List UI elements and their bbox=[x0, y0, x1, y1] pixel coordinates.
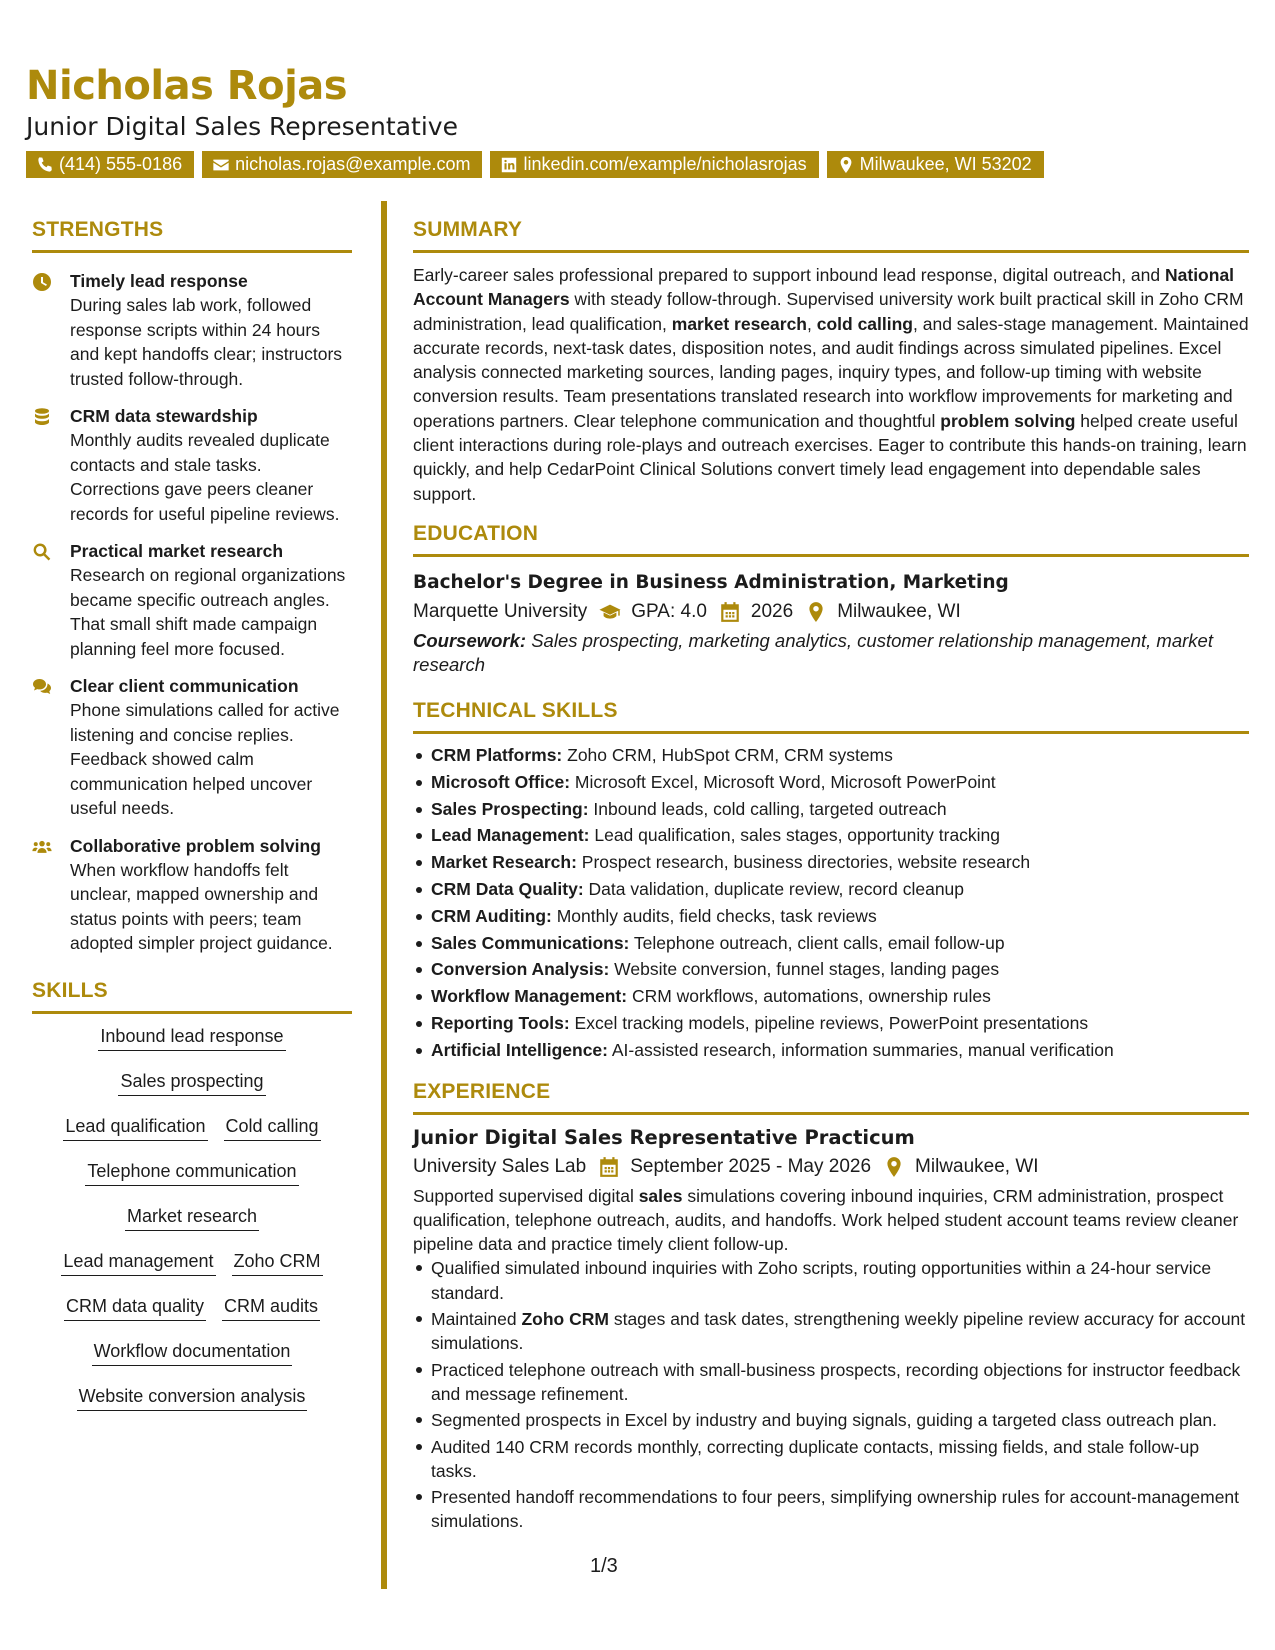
role-summary bbox=[413, 1184, 1249, 1257]
section-rule bbox=[413, 250, 1249, 253]
text-run: Audited 140 CRM records monthly, correcting duplicate contacts, missing fields, and stale follow-up tasks. bbox=[431, 1436, 1200, 1481]
text-run: Maintained bbox=[431, 1309, 522, 1330]
candidate-name: Nicholas Rojas bbox=[26, 63, 348, 109]
technical-skill-item bbox=[413, 876, 1249, 903]
skill-category: Sales Prospecting: bbox=[431, 798, 589, 819]
skill-row bbox=[32, 1069, 352, 1114]
contact-email[interactable] bbox=[202, 151, 482, 178]
strengths-list bbox=[32, 269, 352, 956]
achievement-bullet bbox=[413, 1408, 1249, 1432]
skill-values: Inbound leads, cold calling, targeted outreach bbox=[588, 798, 947, 819]
page-number: 1/3 bbox=[590, 1555, 618, 1577]
calendar-icon bbox=[719, 601, 741, 623]
skill-values: Telephone outreach, client calls, email follow-up bbox=[629, 932, 1005, 953]
calendar-icon bbox=[598, 1156, 620, 1178]
strength-body bbox=[70, 674, 352, 821]
section-rule bbox=[32, 1011, 352, 1014]
skill-row bbox=[32, 1294, 352, 1339]
linkedin-text: linkedin.com/example/nicholasrojas bbox=[523, 154, 807, 174]
strength-title: Practical market research bbox=[70, 541, 284, 561]
skill-values: Website conversion, funnel stages, landing pages bbox=[609, 959, 1000, 980]
experience-meta bbox=[413, 1152, 1249, 1182]
skill-values: Zoho CRM, HubSpot CRM, CRM systems bbox=[562, 744, 893, 765]
technical-skills-section bbox=[413, 696, 1249, 1064]
text-run: Presented handoff recommendations to four peers, simplifying ownership rules for account-management simulations. bbox=[431, 1487, 1240, 1532]
strengths-heading: STRENGTHS bbox=[32, 218, 164, 241]
contact-location[interactable] bbox=[827, 151, 1044, 178]
technical-skill-item bbox=[413, 796, 1249, 823]
section-rule bbox=[413, 1112, 1249, 1115]
strength-icon-wrap bbox=[32, 674, 70, 821]
text-run: stages and task dates, strengthening weekly pipeline review accuracy for account simulations. bbox=[431, 1309, 1246, 1354]
strength-icon-wrap bbox=[32, 404, 70, 526]
achievement-bullet bbox=[413, 1256, 1249, 1305]
contact-bar bbox=[26, 151, 1226, 178]
strength-item bbox=[32, 834, 352, 956]
skill-tag: Workflow documentation bbox=[92, 1339, 293, 1366]
skill-category: Lead Management: bbox=[431, 825, 590, 846]
achievement-bullet bbox=[413, 1307, 1249, 1356]
school-name: Marquette University bbox=[413, 600, 588, 622]
skill-category: Reporting Tools: bbox=[431, 1012, 570, 1033]
text-run: Practiced telephone outreach with small-business prospects, recording objections for instructor feedback and message refinement. bbox=[431, 1359, 1241, 1404]
text-run: simulations covering inbound inquiries, CRM administration, prospect qualification, telephone outreach, audits, and handoffs. Work helped student account teams review cleaner pipeline data and practice timely client follow-up. bbox=[413, 1185, 1239, 1255]
skill-row bbox=[32, 1204, 352, 1249]
contact-phone[interactable] bbox=[26, 151, 194, 178]
skills-section bbox=[32, 976, 352, 1429]
technical-skill-item bbox=[413, 769, 1249, 796]
skill-values: Data validation, duplicate review, record cleanup bbox=[583, 878, 965, 899]
role-title: Junior Digital Sales Representative Practicum bbox=[413, 1125, 915, 1149]
location-text: Milwaukee, WI 53202 bbox=[859, 154, 1032, 174]
summary-section bbox=[413, 215, 1249, 506]
map-pin-icon bbox=[883, 1156, 905, 1178]
technical-skill-item bbox=[413, 849, 1249, 876]
strength-item bbox=[32, 539, 352, 661]
experience-heading: EXPERIENCE bbox=[413, 1079, 551, 1103]
summary-heading: SUMMARY bbox=[413, 218, 523, 241]
skill-values: Lead qualification, sales stages, opportunity tracking bbox=[589, 825, 1001, 846]
technical-skill-item bbox=[413, 742, 1249, 769]
bold-text: market research bbox=[671, 313, 807, 334]
bold-text: Zoho CRM bbox=[521, 1309, 609, 1330]
strength-title: CRM data stewardship bbox=[70, 406, 258, 426]
contact-linkedin[interactable] bbox=[490, 151, 818, 178]
technical-skill-item bbox=[413, 983, 1249, 1010]
skill-row bbox=[32, 1384, 352, 1429]
database-icon bbox=[32, 407, 52, 427]
skill-category: Microsoft Office: bbox=[431, 771, 571, 792]
strengths-section bbox=[32, 215, 352, 956]
strength-icon-wrap bbox=[32, 269, 70, 391]
text-run: Supported supervised digital bbox=[413, 1185, 639, 1206]
summary-text bbox=[413, 263, 1249, 506]
skill-tag: Sales prospecting bbox=[118, 1069, 265, 1096]
skill-tag: Lead qualification bbox=[63, 1114, 207, 1141]
education-section bbox=[413, 519, 1249, 677]
linkedin-icon bbox=[500, 156, 518, 174]
skill-category: CRM Platforms: bbox=[431, 744, 563, 765]
text-run: helped create useful client interactions during role-plays and outreach exercises. Eager to contribute this hands-on training, learn quickly, and help CedarPoint Clinical Solutions convert timely lead engagement into dependable sales support. bbox=[413, 410, 1247, 504]
bold-text: National Account Managers bbox=[413, 265, 1235, 310]
gpa: GPA: 4.0 bbox=[631, 600, 707, 622]
technical-skill-item bbox=[413, 956, 1249, 983]
skill-tag: Zoho CRM bbox=[232, 1249, 323, 1276]
education-meta bbox=[413, 597, 1249, 627]
text-run: Qualified simulated inbound inquiries with Zoho scripts, routing opportunities within a 24-hour service standard. bbox=[431, 1258, 1212, 1303]
map-pin-icon bbox=[837, 156, 855, 174]
skill-row bbox=[32, 1339, 352, 1384]
clock-icon bbox=[32, 272, 52, 292]
strength-description: When workflow handoffs felt unclear, mapped ownership and status points with peers; team adopted simpler project guidance. bbox=[70, 859, 333, 953]
role-dates: September 2025 - May 2026 bbox=[630, 1155, 872, 1177]
skill-values: Prospect research, business directories, website research bbox=[576, 852, 1031, 873]
education-heading: EDUCATION bbox=[413, 521, 539, 545]
section-rule bbox=[413, 554, 1249, 557]
coursework-label: Coursework: bbox=[413, 629, 527, 651]
skill-tag: Telephone communication bbox=[85, 1159, 298, 1186]
column-divider bbox=[381, 201, 387, 1589]
experience-section bbox=[413, 1077, 1249, 1534]
section-rule bbox=[32, 250, 352, 253]
skill-category: Workflow Management: bbox=[431, 986, 628, 1007]
resume-header bbox=[26, 62, 1226, 178]
skill-category: CRM Data Quality: bbox=[431, 878, 584, 899]
skill-category: Sales Communications: bbox=[431, 932, 630, 953]
users-icon bbox=[32, 837, 52, 857]
skill-values: Excel tracking models, pipeline reviews, PowerPoint presentations bbox=[569, 1012, 1089, 1033]
skill-tag: Market research bbox=[125, 1204, 259, 1231]
skill-category: Conversion Analysis: bbox=[431, 959, 610, 980]
comments-icon bbox=[32, 677, 52, 697]
skill-tag: Website conversion analysis bbox=[77, 1384, 308, 1411]
strength-item bbox=[32, 674, 352, 821]
strength-body bbox=[70, 539, 352, 661]
skill-tag: Cold calling bbox=[224, 1114, 321, 1141]
email-text: nicholas.rojas@example.com bbox=[235, 154, 471, 174]
text-run: , bbox=[807, 313, 817, 334]
skill-values: Microsoft Excel, Microsoft Word, Microsoft PowerPoint bbox=[570, 771, 996, 792]
section-rule bbox=[413, 731, 1249, 734]
strength-item bbox=[32, 269, 352, 391]
strength-title: Collaborative problem solving bbox=[70, 835, 321, 856]
strength-description: Monthly audits revealed duplicate contacts and stale tasks. Corrections gave peers cleaner records for useful pipeline reviews. bbox=[70, 430, 340, 524]
strength-title: Clear client communication bbox=[70, 676, 299, 696]
skill-category: CRM Auditing: bbox=[431, 905, 552, 926]
skill-tag: CRM data quality bbox=[64, 1294, 206, 1321]
phone-text: (414) 555-0186 bbox=[59, 154, 183, 174]
skill-row bbox=[32, 1114, 352, 1159]
coursework-text: Sales prospecting, marketing analytics, customer relationship management, market research bbox=[413, 629, 1213, 675]
left-column bbox=[32, 215, 352, 1429]
skills-cloud bbox=[32, 1024, 352, 1429]
achievement-bullet bbox=[413, 1435, 1249, 1484]
achievement-bullet bbox=[413, 1485, 1249, 1534]
phone-icon bbox=[36, 156, 54, 174]
skill-tag: CRM audits bbox=[222, 1294, 320, 1321]
technical-skill-item bbox=[413, 903, 1249, 930]
skill-tag: Inbound lead response bbox=[98, 1024, 285, 1051]
strength-icon-wrap bbox=[32, 539, 70, 661]
organization: University Sales Lab bbox=[413, 1155, 587, 1177]
graduation-cap-icon bbox=[599, 601, 621, 623]
skills-heading: SKILLS bbox=[32, 978, 108, 1002]
education-location: Milwaukee, WI bbox=[837, 600, 961, 622]
strength-body bbox=[70, 834, 352, 956]
text-run: Segmented prospects in Excel by industry and buying signals, guiding a targeted class outreach plan. bbox=[431, 1410, 1218, 1431]
candidate-title: Junior Digital Sales Representative bbox=[26, 112, 458, 141]
role-bullets bbox=[413, 1256, 1249, 1533]
skill-values: Monthly audits, field checks, task reviews bbox=[551, 905, 877, 926]
degree-title: Bachelor's Degree in Business Administration, Marketing bbox=[413, 571, 1009, 593]
strength-item bbox=[32, 404, 352, 526]
skill-category: Market Research: bbox=[431, 852, 577, 873]
skill-values: CRM workflows, automations, ownership rules bbox=[627, 986, 991, 1007]
text-run: , and sales-stage management. Maintained accurate records, next-task dates, disposition notes, and audit findings across simulated pipelines. Excel analysis connected marketing sources, landing pages, inquiry types, and follow-up timing with website conversion results. Team presentations translated research into workflow improvements for marketing and operations partners. Clear telephone communication and thoughtful bbox=[413, 313, 1249, 431]
map-pin-icon bbox=[805, 601, 827, 623]
skill-row bbox=[32, 1159, 352, 1204]
technical-skill-item bbox=[413, 1037, 1249, 1064]
text-run: with steady follow-through. Supervised university work built practical skill in Zoho CRM administration, lead qualification, bbox=[413, 289, 1244, 334]
strength-body bbox=[70, 404, 352, 526]
bold-text: sales bbox=[638, 1185, 683, 1206]
bold-text: problem solving bbox=[940, 410, 1076, 431]
bold-text: cold calling bbox=[816, 313, 914, 334]
technical-skill-item bbox=[413, 1010, 1249, 1037]
skill-row bbox=[32, 1024, 352, 1069]
strength-body bbox=[70, 269, 352, 391]
achievement-bullet bbox=[413, 1358, 1249, 1407]
technical-skills-heading: TECHNICAL SKILLS bbox=[413, 698, 618, 722]
search-icon bbox=[32, 542, 52, 562]
role-location: Milwaukee, WI bbox=[915, 1155, 1039, 1177]
technical-skill-item bbox=[413, 822, 1249, 849]
technical-skills-list bbox=[413, 742, 1249, 1064]
graduation-year: 2026 bbox=[750, 600, 794, 622]
coursework bbox=[413, 629, 1249, 677]
skill-tag: Lead management bbox=[61, 1249, 215, 1276]
skill-row bbox=[32, 1249, 352, 1294]
skill-category: Artificial Intelligence: bbox=[431, 1039, 608, 1060]
strength-description: Research on regional organizations became specific outreach angles. That small shift made campaign planning feel more focused. bbox=[70, 565, 346, 659]
strength-icon-wrap bbox=[32, 834, 70, 956]
strength-description: During sales lab work, followed response scripts within 24 hours and kept handoffs clear; instructors trusted follow-through. bbox=[70, 295, 343, 389]
strength-description: Phone simulations called for active listening and concise replies. Feedback showed calm communication helped uncover useful needs. bbox=[70, 700, 340, 818]
right-column bbox=[413, 215, 1249, 1536]
strength-title: Timely lead response bbox=[70, 271, 248, 291]
technical-skill-item bbox=[413, 930, 1249, 957]
skill-values: AI-assisted research, information summaries, manual verification bbox=[607, 1039, 1114, 1060]
envelope-icon bbox=[212, 156, 230, 174]
text-run: Early-career sales professional prepared to support inbound lead response, digital outreach, and bbox=[413, 265, 1165, 285]
